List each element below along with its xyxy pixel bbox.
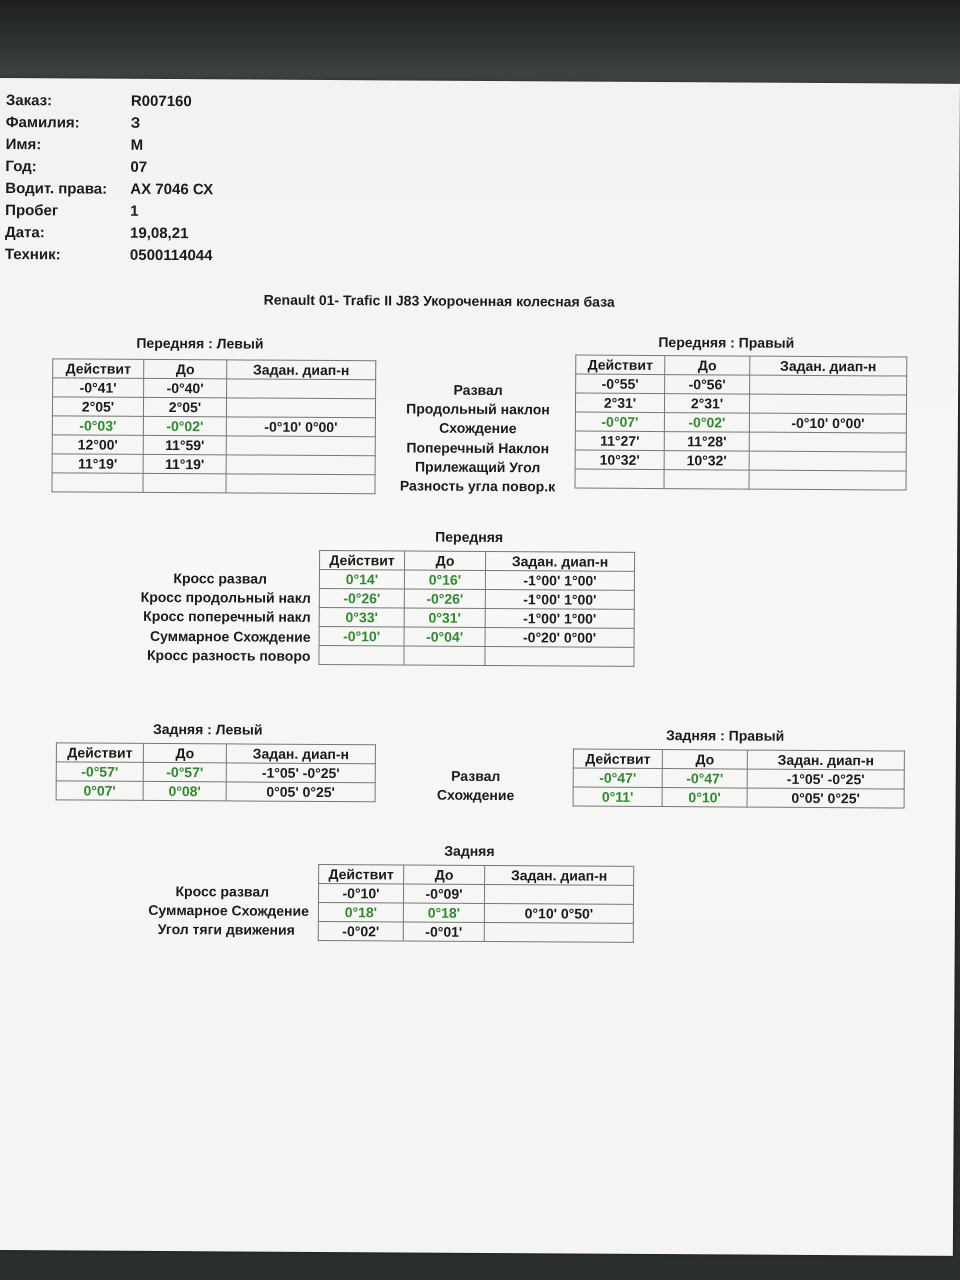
- front-right-title: Передняя : Правый: [658, 334, 795, 351]
- rear-left-title: Задняя : Левый: [152, 720, 263, 738]
- table-row: [52, 473, 375, 494]
- value-actual: [319, 645, 404, 665]
- value-actual: [575, 469, 664, 489]
- value-before: -0°47': [662, 769, 747, 789]
- table-header-row: [576, 355, 907, 376]
- front-row-labels: [382, 380, 573, 496]
- row-label: Кросс развал: [173, 570, 267, 587]
- table-row: [575, 412, 906, 433]
- info-value: З: [130, 114, 141, 132]
- value-before: 11°59': [143, 435, 226, 455]
- row-label: Разность угла повор.к: [399, 477, 556, 495]
- info-label: Пробег: [5, 202, 59, 220]
- col-before: До: [665, 356, 750, 376]
- info-value: R007160: [130, 92, 192, 111]
- rear-right-body: [573, 768, 904, 808]
- printout-page: [0, 78, 960, 1256]
- value-before: 2°31': [664, 394, 749, 414]
- value-spec: -0°10' 0°00': [749, 413, 906, 433]
- front-axle-body: [319, 569, 635, 666]
- value-before: [143, 473, 226, 493]
- table-row: [52, 416, 375, 437]
- table-row: [319, 607, 634, 628]
- value-actual: 12°00': [52, 435, 143, 455]
- table-row: [52, 454, 375, 475]
- vehicle-title: Renault 01- Trafic II J83 Укороченная колесная база: [263, 291, 615, 310]
- col-before: До: [144, 359, 227, 379]
- col-spec: Задан. диап-н: [747, 750, 904, 770]
- value-before: [404, 646, 485, 665]
- value-actual: -0°41': [53, 378, 144, 398]
- value-actual: 0°14': [319, 569, 404, 589]
- info-label: Имя:: [5, 136, 42, 154]
- value-actual: [52, 473, 143, 493]
- row-label: Кросс развал: [175, 883, 270, 900]
- info-label: Год:: [5, 158, 37, 176]
- info-value: 07: [130, 158, 148, 176]
- row-label: Развал: [453, 381, 503, 399]
- value-spec: [750, 375, 907, 395]
- front-axle-table: [318, 550, 635, 667]
- row-label: Кросс поперечный накл: [143, 608, 311, 626]
- col-actual: Действит: [576, 355, 665, 375]
- value-spec: [749, 451, 906, 471]
- table-row: [576, 374, 907, 395]
- table-header-row: [573, 749, 904, 770]
- value-spec: [226, 455, 375, 475]
- table-row: [56, 781, 375, 802]
- rear-axle-body: [318, 883, 633, 942]
- value-actual: -0°26': [319, 588, 404, 608]
- background-top: [0, 0, 960, 90]
- table-row: [56, 762, 375, 783]
- info-label: Техник:: [4, 246, 61, 264]
- front-axle-labels: [96, 569, 311, 666]
- value-spec: [749, 394, 906, 414]
- value-before: -0°02': [143, 416, 226, 436]
- value-before: -0°56': [665, 375, 750, 395]
- table-row: [52, 397, 375, 418]
- row-label: Прилежащий Угол: [414, 458, 541, 476]
- table-row: [53, 378, 376, 399]
- table-header-row: [319, 864, 634, 885]
- table-row: [318, 902, 633, 923]
- table-row: [319, 569, 634, 590]
- rear-row-labels: [416, 767, 536, 806]
- value-spec: [226, 436, 375, 456]
- col-spec: Задан. диап-н: [227, 360, 376, 380]
- front-left-table: [51, 358, 376, 494]
- table-row: [573, 768, 904, 789]
- table-row: [575, 469, 906, 490]
- rear-axle-table: [318, 864, 634, 943]
- info-label: Фамилия:: [5, 114, 80, 132]
- col-before: До: [143, 743, 226, 763]
- value-before: 0°18': [403, 903, 484, 922]
- table-header-row: [56, 743, 375, 764]
- row-label: Поперечный Наклон: [406, 439, 550, 456]
- row-label: Кросс продольный накл: [140, 589, 311, 607]
- value-actual: 10°32': [575, 450, 664, 470]
- row-label: Схождение: [436, 786, 515, 804]
- value-spec: 0°05' 0°25': [747, 788, 904, 808]
- value-actual: -0°10': [318, 883, 403, 903]
- value-actual: 11°19': [52, 454, 143, 474]
- table-row: [319, 588, 634, 609]
- value-before: 11°19': [143, 454, 226, 474]
- front-right-body: [575, 374, 907, 490]
- col-actual: Действит: [573, 749, 662, 769]
- value-spec: [226, 474, 375, 494]
- value-before: -0°09': [403, 884, 484, 903]
- value-actual: 0°33': [319, 607, 404, 627]
- col-spec: Задан. диап-н: [226, 744, 375, 764]
- value-before: 2°05': [143, 397, 226, 417]
- value-before: 10°32': [664, 451, 749, 471]
- value-spec: -1°00' 1°00': [485, 608, 634, 628]
- rear-right-table: [573, 749, 905, 809]
- col-spec: Задан. диап-н: [485, 865, 634, 885]
- table-row: [318, 883, 633, 904]
- value-actual: 2°05': [52, 397, 143, 417]
- rear-right-title: Задняя : Правый: [665, 727, 785, 744]
- rear-axle-title: Задняя: [444, 842, 495, 860]
- row-label: Кросс разность поворо: [146, 646, 311, 664]
- info-value: 1: [130, 202, 139, 220]
- col-before: До: [662, 750, 747, 770]
- value-spec: -1°00' 1°00': [485, 570, 634, 590]
- table-row: [319, 626, 634, 647]
- value-actual: 0°18': [318, 902, 403, 922]
- value-actual: 0°11': [573, 787, 662, 807]
- value-before: -0°02': [664, 413, 749, 433]
- value-before: -0°04': [404, 627, 485, 646]
- value-before: 0°16': [404, 570, 485, 589]
- table-row: [52, 435, 375, 456]
- front-right-table: [575, 355, 908, 491]
- info-value: М: [130, 136, 144, 154]
- col-actual: Действит: [53, 359, 144, 379]
- value-spec: [484, 922, 633, 942]
- table-header-row: [53, 359, 376, 380]
- info-label: Дата:: [5, 224, 45, 242]
- value-spec: [749, 470, 906, 490]
- value-before: -0°57': [143, 762, 226, 782]
- info-value: 19,08,21: [130, 224, 189, 243]
- col-actual: Действит: [320, 550, 405, 570]
- rear-axle-labels: [95, 882, 309, 941]
- rear-left-table: [56, 742, 376, 802]
- front-axle-title: Передняя: [435, 528, 504, 546]
- value-before: -0°01': [403, 922, 484, 941]
- row-label: Угол тяги движения: [157, 921, 295, 939]
- value-spec: -1°05' -0°25': [226, 763, 375, 783]
- col-actual: Действит: [56, 743, 143, 763]
- col-before: До: [405, 551, 486, 570]
- customer-info: [0, 92, 400, 274]
- col-spec: Задан. диап-н: [750, 356, 907, 376]
- row-label: Развал: [451, 767, 501, 785]
- value-actual: 2°31': [575, 393, 664, 413]
- value-actual: -0°47': [573, 768, 662, 788]
- value-before: 0°08': [143, 781, 226, 801]
- value-actual: -0°55': [576, 374, 665, 394]
- value-spec: [484, 884, 633, 904]
- value-spec: [749, 432, 906, 452]
- value-before: 0°31': [404, 608, 485, 627]
- row-label: Продольный наклон: [406, 400, 550, 418]
- value-spec: -1°05' -0°25': [747, 769, 904, 789]
- col-actual: Действит: [319, 864, 404, 884]
- table-row: [319, 645, 634, 666]
- table-row: [575, 431, 906, 452]
- value-spec: 0°05' 0°25': [226, 782, 375, 802]
- rear-left-body: [56, 762, 375, 802]
- row-label: Суммарное Схождение: [149, 627, 311, 645]
- row-label: Схождение: [439, 420, 517, 437]
- col-spec: Задан. диап-н: [486, 551, 635, 571]
- table-row: [318, 921, 633, 942]
- value-spec: 0°10' 0°50': [484, 903, 633, 923]
- value-before: 11°28': [664, 432, 749, 452]
- value-spec: -0°10' 0°00': [226, 417, 375, 437]
- value-actual: -0°10': [319, 626, 404, 646]
- value-before: -0°26': [404, 589, 485, 608]
- value-before: 0°10': [662, 788, 747, 808]
- value-actual: -0°57': [56, 762, 143, 782]
- value-actual: -0°03': [52, 416, 143, 436]
- value-actual: -0°02': [318, 921, 403, 941]
- col-before: До: [404, 865, 485, 884]
- front-left-body: [52, 378, 376, 494]
- value-spec: -0°20' 0°00': [485, 627, 634, 647]
- info-label: Водит. права:: [5, 180, 108, 198]
- value-spec: [226, 398, 375, 418]
- front-left-title: Передняя : Левый: [136, 334, 264, 352]
- table-header-row: [320, 550, 635, 571]
- table-row: [575, 450, 906, 471]
- info-label: Заказ:: [5, 92, 53, 110]
- info-value: АХ 7046 СХ: [130, 180, 214, 199]
- info-value: 0500114044: [129, 246, 213, 265]
- value-actual: 11°27': [575, 431, 664, 451]
- value-before: -0°40': [144, 378, 227, 398]
- value-actual: -0°07': [575, 412, 664, 432]
- table-row: [575, 393, 906, 414]
- value-before: [664, 470, 749, 490]
- value-spec: [227, 379, 376, 399]
- value-actual: 0°07': [56, 781, 143, 801]
- row-label: Суммарное Схождение: [148, 902, 309, 920]
- value-spec: [485, 646, 634, 666]
- value-spec: -1°00' 1°00': [485, 589, 634, 609]
- table-row: [573, 787, 904, 808]
